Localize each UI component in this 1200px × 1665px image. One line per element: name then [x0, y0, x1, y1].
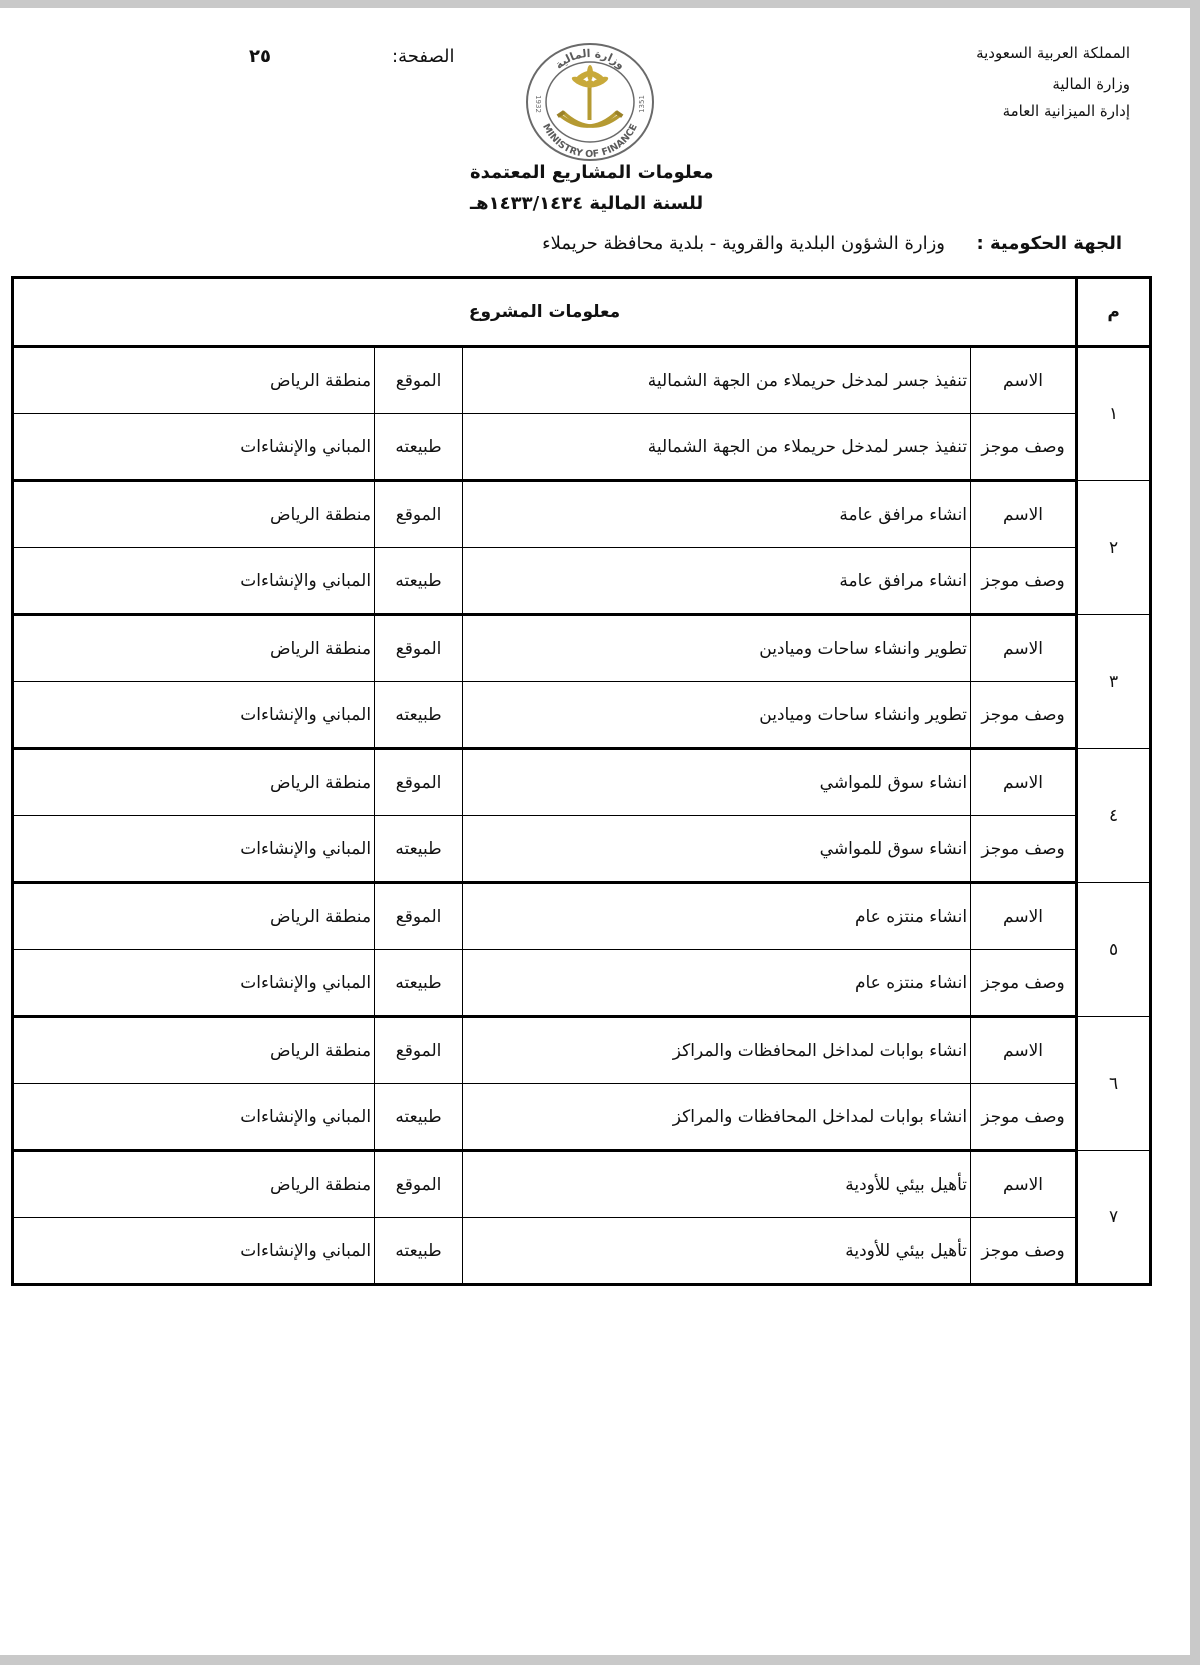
- project-nature: المباني والإنشاءات: [13, 1084, 375, 1151]
- nature-label: طبيعته: [375, 414, 463, 481]
- desc-label: وصف موجز: [971, 682, 1077, 749]
- desc-label: وصف موجز: [971, 1218, 1077, 1285]
- location-label: الموقع: [375, 1151, 463, 1218]
- project-description: انشاء منتزه عام: [463, 950, 971, 1017]
- svg-text:MINISTRY OF FINANCE: MINISTRY OF FINANCE: [540, 122, 640, 161]
- table-row: [13, 414, 1151, 481]
- ministry-seal-logo: [523, 42, 657, 162]
- nature-label: طبيعته: [375, 816, 463, 883]
- ministry-name: وزارة المالية: [1052, 75, 1130, 93]
- svg-text:1351: 1351: [638, 95, 646, 113]
- location-label: الموقع: [375, 883, 463, 950]
- desc-label: وصف موجز: [971, 950, 1077, 1017]
- project-description: انشاء سوق للمواشي: [463, 816, 971, 883]
- table-row: [13, 1218, 1151, 1285]
- project-name: تنفيذ جسر لمدخل حريملاء من الجهة الشمالية: [463, 347, 971, 414]
- col-info-header: معلومات المشروع: [13, 278, 1077, 347]
- name-label: الاسم: [971, 481, 1077, 548]
- project-number: ٤: [1077, 749, 1151, 883]
- project-name: تطوير وانشاء ساحات وميادين: [463, 615, 971, 682]
- table-row: [13, 615, 1151, 682]
- project-name: انشاء مرافق عامة: [463, 481, 971, 548]
- entity-label: الجهة الحكومية :: [976, 233, 1122, 254]
- project-name: تأهيل بيئي للأودية: [463, 1151, 971, 1218]
- table-row: [13, 1151, 1151, 1218]
- project-location: منطقة الرياض: [13, 615, 375, 682]
- project-description: تطوير وانشاء ساحات وميادين: [463, 682, 971, 749]
- project-description: انشاء بوابات لمداخل المحافظات والمراكز: [463, 1084, 971, 1151]
- table-row: [13, 883, 1151, 950]
- name-label: الاسم: [971, 883, 1077, 950]
- fiscal-year-title: للسنة المالية ١٤٣٣/١٤٣٤هـ: [470, 193, 704, 214]
- project-number: ١: [1077, 347, 1151, 481]
- table-row: [13, 481, 1151, 548]
- project-description: تأهيل بيئي للأودية: [463, 1218, 971, 1285]
- table-row: [13, 1017, 1151, 1084]
- project-nature: المباني والإنشاءات: [13, 548, 375, 615]
- project-number: ٧: [1077, 1151, 1151, 1285]
- svg-text:وزارة المالية: وزارة المالية: [552, 46, 628, 72]
- col-number-header: م: [1077, 278, 1151, 347]
- project-location: منطقة الرياض: [13, 749, 375, 816]
- project-nature: المباني والإنشاءات: [13, 1218, 375, 1285]
- table-row: [13, 1084, 1151, 1151]
- project-number: ٥: [1077, 883, 1151, 1017]
- table-header-row: [13, 278, 1151, 347]
- name-label: الاسم: [971, 1017, 1077, 1084]
- project-location: منطقة الرياض: [13, 1151, 375, 1218]
- name-label: الاسم: [971, 1151, 1077, 1218]
- table-row: [13, 347, 1151, 414]
- table-row: [13, 950, 1151, 1017]
- desc-label: وصف موجز: [971, 548, 1077, 615]
- department-name: إدارة الميزانية العامة: [1002, 102, 1130, 120]
- project-location: منطقة الرياض: [13, 347, 375, 414]
- table-row: [13, 682, 1151, 749]
- nature-label: طبيعته: [375, 682, 463, 749]
- document-title: معلومات المشاريع المعتمدة: [470, 162, 714, 183]
- svg-text:1932: 1932: [534, 95, 542, 113]
- projects-table: [11, 276, 1152, 1286]
- location-label: الموقع: [375, 1017, 463, 1084]
- page-number: ٢٥: [249, 46, 271, 67]
- project-description: تنفيذ جسر لمدخل حريملاء من الجهة الشمالية: [463, 414, 971, 481]
- entity-value: وزارة الشؤون البلدية والقروية - بلدية محافظة حريملاء: [542, 233, 945, 254]
- project-number: ٢: [1077, 481, 1151, 615]
- nature-label: طبيعته: [375, 548, 463, 615]
- location-label: الموقع: [375, 481, 463, 548]
- project-location: منطقة الرياض: [13, 1017, 375, 1084]
- project-description: انشاء مرافق عامة: [463, 548, 971, 615]
- nature-label: طبيعته: [375, 950, 463, 1017]
- desc-label: وصف موجز: [971, 414, 1077, 481]
- project-number: ٣: [1077, 615, 1151, 749]
- page-label: الصفحة:: [392, 46, 455, 67]
- project-number: ٦: [1077, 1017, 1151, 1151]
- table-row: [13, 816, 1151, 883]
- location-label: الموقع: [375, 347, 463, 414]
- project-location: منطقة الرياض: [13, 481, 375, 548]
- project-name: انشاء سوق للمواشي: [463, 749, 971, 816]
- document-page: [0, 8, 1190, 1655]
- project-nature: المباني والإنشاءات: [13, 950, 375, 1017]
- project-nature: المباني والإنشاءات: [13, 414, 375, 481]
- project-nature: المباني والإنشاءات: [13, 682, 375, 749]
- table-row: [13, 749, 1151, 816]
- project-name: انشاء منتزه عام: [463, 883, 971, 950]
- project-name: انشاء بوابات لمداخل المحافظات والمراكز: [463, 1017, 971, 1084]
- name-label: الاسم: [971, 615, 1077, 682]
- project-location: منطقة الرياض: [13, 883, 375, 950]
- location-label: الموقع: [375, 615, 463, 682]
- desc-label: وصف موجز: [971, 816, 1077, 883]
- kingdom-name: المملكة العربية السعودية: [976, 44, 1130, 62]
- location-label: الموقع: [375, 749, 463, 816]
- nature-label: طبيعته: [375, 1084, 463, 1151]
- desc-label: وصف موجز: [971, 1084, 1077, 1151]
- table-row: [13, 548, 1151, 615]
- name-label: الاسم: [971, 347, 1077, 414]
- name-label: الاسم: [971, 749, 1077, 816]
- nature-label: طبيعته: [375, 1218, 463, 1285]
- project-nature: المباني والإنشاءات: [13, 816, 375, 883]
